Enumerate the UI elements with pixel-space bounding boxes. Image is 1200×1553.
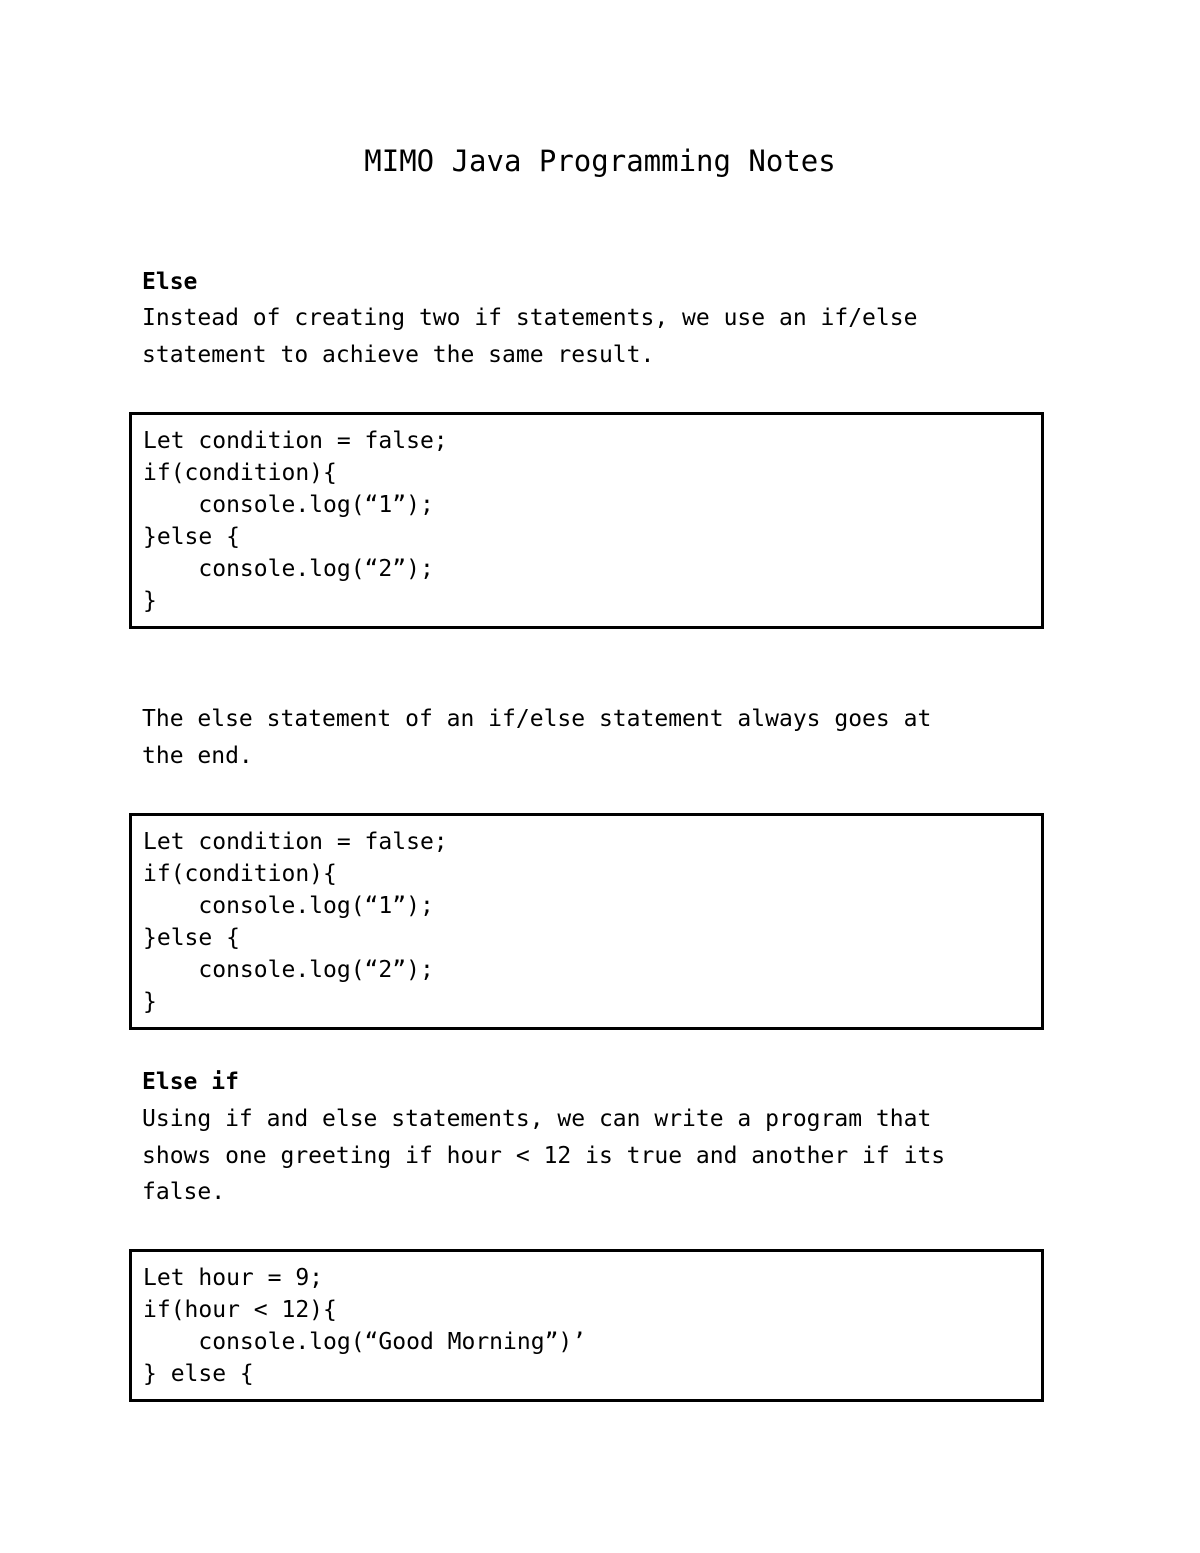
code-line: console.log(“1”); (143, 492, 434, 518)
middle-paragraph (142, 701, 1062, 774)
paragraph-line: the end. (142, 742, 253, 769)
section-heading-else-if: Else if (142, 1069, 239, 1095)
code-block-1 (129, 412, 1044, 629)
paragraph-line: Instead of creating two if statements, we use an if/else (142, 305, 918, 331)
code-line: } (143, 989, 157, 1015)
code-line: console.log(“2”); (143, 957, 434, 983)
page-title: MIMO Java Programming Notes (364, 144, 836, 178)
code-line: } else { (143, 1361, 254, 1387)
code-line: if(condition){ (143, 460, 337, 486)
code-block-3 (129, 1249, 1044, 1402)
code-line: }else { (143, 925, 240, 951)
code-line: Let hour = 9; (143, 1265, 324, 1291)
paragraph-line: shows one greeting if hour < 12 is true and another if its (142, 1142, 946, 1169)
code-line: } (143, 588, 157, 614)
code-line: if(hour < 12){ (143, 1297, 337, 1323)
paragraph-line: Using if and else statements, we can write a program that (142, 1106, 932, 1132)
code-line: console.log(“2”); (143, 556, 434, 582)
paragraph-line: false. (142, 1179, 226, 1206)
code-block-2 (129, 813, 1044, 1030)
code-line: console.log(“Good Morning”)’ (143, 1329, 587, 1355)
paragraph-line: The else statement of an if/else statement always goes at (142, 706, 932, 732)
code-line: console.log(“1”); (143, 893, 434, 919)
paragraph-line: statement to achieve the same result. (142, 341, 655, 368)
code-line: }else { (143, 524, 240, 550)
code-line: Let condition = false; (143, 829, 448, 855)
section-paragraph-else (142, 300, 1062, 373)
code-line: if(condition){ (143, 861, 337, 887)
code-line: Let condition = false; (143, 428, 448, 454)
section-paragraph-else-if (142, 1101, 1062, 1211)
section-heading-else: Else (142, 269, 198, 295)
